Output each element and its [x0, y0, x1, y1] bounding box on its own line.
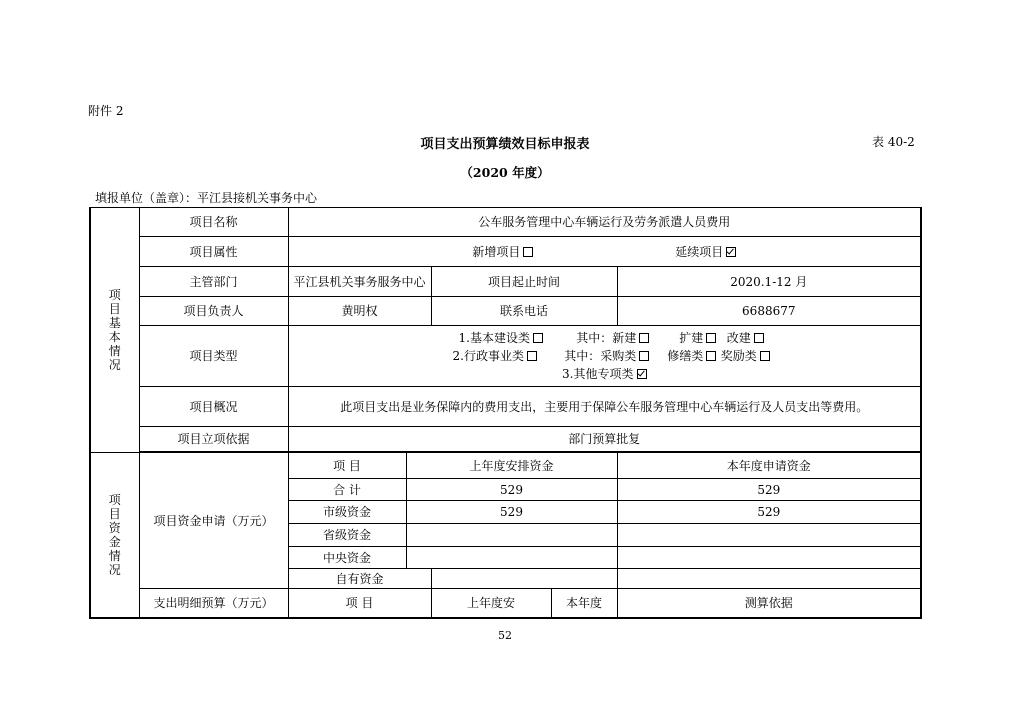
page-number: 52 [498, 629, 512, 642]
attr-new-label: 新增项目 [472, 244, 521, 259]
type-procurement-checkbox[interactable] [639, 351, 649, 361]
period-label: 项目起止时间 [431, 267, 617, 297]
funds-row-name: 省级资金 [288, 524, 406, 547]
type-new-build-checkbox[interactable] [639, 333, 649, 343]
performance-target-table [89, 207, 922, 619]
detail-col-item: 项 目 [288, 589, 431, 618]
type-administrative: 2.行政事业类 [452, 349, 524, 363]
funds-row-this [617, 547, 921, 569]
basis-value: 部门预算批复 [288, 427, 921, 452]
funds-apply-label: 项目资金申请（万元） [139, 453, 288, 589]
leader-value: 黄明权 [288, 297, 431, 326]
type-repair: 修缮类 [667, 349, 704, 363]
funds-section-label: 项目资金情况 [90, 453, 139, 618]
detail-col-this: 本年度 [551, 589, 617, 618]
attachment-label: 附件 2 [88, 104, 124, 118]
table-number: 表 40-2 [872, 135, 915, 149]
attr-continue-label: 延续项目 [675, 244, 724, 259]
project-name-label: 项目名称 [139, 208, 288, 237]
funds-row-name: 合 计 [288, 479, 406, 501]
funds-row-last [406, 547, 617, 569]
type-other-special-checkbox[interactable] [637, 369, 647, 379]
funds-row-name: 市级资金 [288, 501, 406, 524]
period-value: 2020.1-12 月 [617, 267, 921, 297]
type-administrative-checkbox[interactable] [527, 351, 537, 361]
type-new-build: 其中：新建 [576, 331, 637, 345]
type-other-special: 3.其他专项类 [562, 367, 634, 381]
type-expand: 扩建 [679, 331, 704, 345]
attr-new-checkbox[interactable] [523, 247, 533, 257]
overview-value: 此项目支出是业务保障内的费用支出，主要用于保障公车服务管理中心车辆运行及人员支出等费用。 [288, 387, 921, 427]
funds-row-name: 自有资金 [288, 569, 431, 589]
detail-budget-label: 支出明细预算（万元） [139, 589, 288, 618]
funds-row-last: 529 [406, 479, 617, 501]
type-expand-checkbox[interactable] [706, 333, 716, 343]
basic-section-label: 项目基本情况 [90, 208, 139, 453]
funds-col-item: 项 目 [288, 453, 406, 479]
detail-col-basis: 测算依据 [617, 589, 921, 618]
funds-row-last [406, 524, 617, 547]
attr-continue-checkbox[interactable] [726, 247, 736, 257]
department-value: 平江县机关事务服务中心 [288, 267, 431, 297]
form-year: （2020 年度） [460, 165, 550, 180]
type-rebuild: 改建 [726, 331, 751, 345]
phone-value: 6688677 [617, 297, 921, 326]
project-type-label: 项目类型 [139, 326, 288, 387]
type-basic-construction: 1.基本建设类 [458, 331, 530, 345]
funds-col-last: 上年度安排资金 [406, 453, 617, 479]
project-attribute-label: 项目属性 [139, 237, 288, 267]
project-type-options [288, 326, 921, 387]
funds-row-last: 529 [406, 501, 617, 524]
leader-label: 项目负责人 [139, 297, 288, 326]
funds-row-this: 529 [617, 501, 921, 524]
funds-row-this: 529 [617, 479, 921, 501]
phone-label: 联系电话 [431, 297, 617, 326]
detail-col-last: 上年度安 [431, 589, 551, 618]
department-label: 主管部门 [139, 267, 288, 297]
funds-row-this [617, 524, 921, 547]
funds-row-last [431, 569, 617, 589]
project-name-value: 公车服务管理中心车辆运行及劳务派遣人员费用 [288, 208, 921, 237]
form-title: 项目支出预算绩效目标申报表 [420, 137, 590, 152]
funds-col-this: 本年度申请资金 [617, 453, 921, 479]
type-rebuild-checkbox[interactable] [754, 333, 764, 343]
overview-label: 项目概况 [139, 387, 288, 427]
type-reward-checkbox[interactable] [760, 351, 770, 361]
type-basic-construction-checkbox[interactable] [533, 333, 543, 343]
type-procurement: 其中：采购类 [564, 349, 637, 363]
basis-label: 项目立项依据 [139, 427, 288, 452]
project-attribute-value [288, 237, 921, 267]
type-reward: 奖励类 [720, 349, 757, 363]
type-repair-checkbox[interactable] [706, 351, 716, 361]
reporting-unit: 填报单位（盖章）：平江县接机关事务中心 [95, 191, 318, 205]
funds-row-name: 中央资金 [288, 547, 406, 569]
funds-row-this [617, 569, 921, 589]
